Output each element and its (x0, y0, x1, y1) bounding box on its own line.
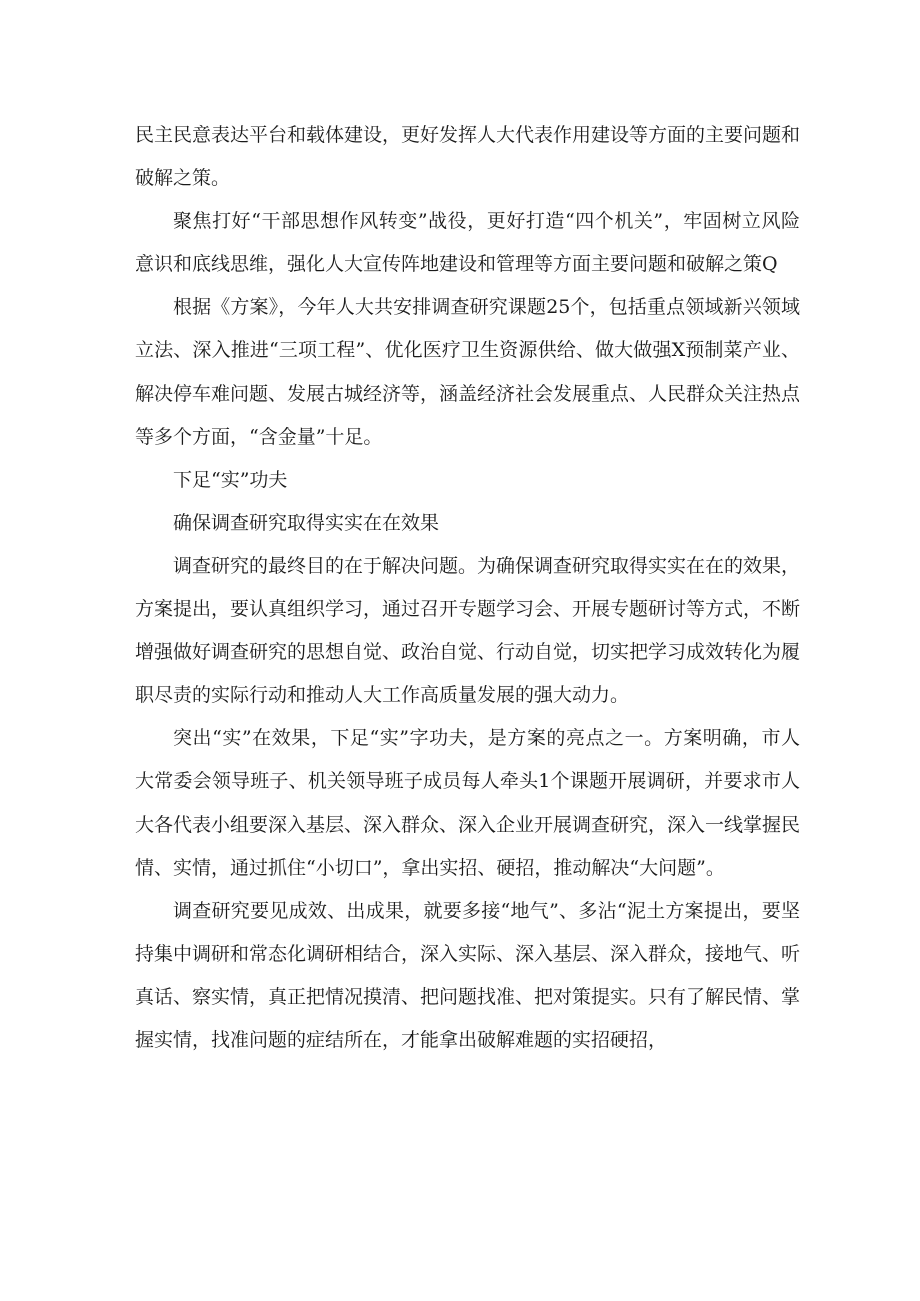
paragraph-plan-highlight: 突出“实”在效果，下足“实”字功夫，是方案的亮点之一。方案明确，市人大常委会领导班子、机关领导班子成员每人牵头1个课题开展调研，并要求市人大各代表小组要深入基层、深入群众、深入企业开展调查研究，深入一线掌握民情、实情，通过抓住“小切口”，拿出实招、硬招，推动解决“大问题”。 (135, 727, 801, 879)
paragraph-research-purpose: 调查研究的最终目的在于解决问题。为确保调查研究取得实实在在的效果，方案提出，要认真组织学习，通过召开专题学习会、开展专题研讨等方式，不断增强做好调查研究的思想自觉、政治自觉、行动自觉，切实把学习成效转化为履职尽责的实际行动和推动人大工作高质量发展的强大动力。 (135, 554, 801, 707)
paragraph-platform-construction: 民主民意表达平台和载体建设，更好发挥人大代表作用建设等方面的主要问题和破解之策。 (135, 124, 801, 190)
paragraph-grassroots: 调查研究要见成效、出成果，就要多接“地气”、多沾“泥土方案提出，要坚持集中调研和常态化调研相结合，深入实际、深入基层、深入群众，接地气、听真话、察实情，真正把情况摸清、把问题找准、把对策提实。只有了解民情、掌握实情，找准问题的症结所在，才能拿出破解难题的实招硬招， (135, 899, 801, 1051)
document-body (135, 114, 800, 1062)
paragraph-cadre-style: 聚焦打好“干部思想作风转变”战役，更好打造“四个机关”，牢固树立风险意识和底线思维，强化人大宣传阵地建设和管理等方面主要问题和破解之策Q (135, 210, 800, 276)
section-subheading-results: 确保调查研究取得实实在在效果 (173, 511, 440, 534)
paragraph-research-topics: 根据《方案》，今年人大共安排调查研究课题25个，包括重点领域新兴领域立法、深入推进“三项工程”、优化医疗卫生资源供给、做大做强X预制菜产业、解决停车难问题、发展古城经济等，涵盖经济社会发展重点、人民群众关注热点等多个方面，“含金量”十足。 (135, 296, 801, 448)
section-heading-effort: 下足“实”功夫 (173, 468, 288, 491)
